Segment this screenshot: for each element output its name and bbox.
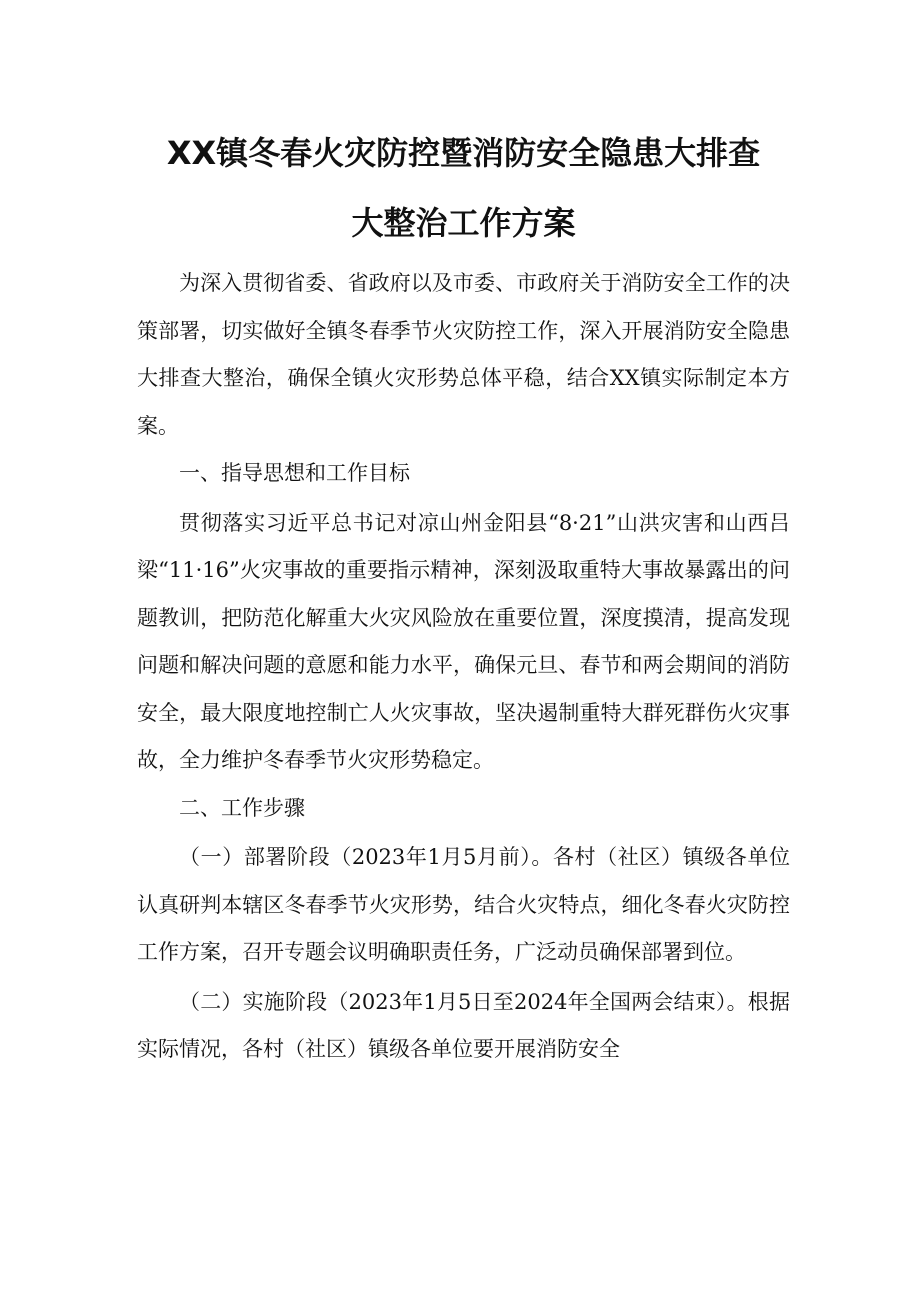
guiding-ideology-paragraph: 贯彻落实习近平总书记对凉山州金阳县“8·21”山洪灾害和山西吕梁“11·16”火灾事故的重要指示精神，深刻汲取重特大事故暴露出的问题教训，把防范化解重大火灾风险放在重要位置，深度摸清，提高发现问题和解决问题的意愿和能力水平，确保元旦、春节和两会期间的消防安全，最大限度地控制亡人火灾事故，坚决遏制重特大群死群伤火灾事故，全力维护冬春季节火灾形势稳定。 (137, 510, 790, 772)
title-line-2: 大整治工作方案 (351, 204, 576, 242)
intro-paragraph: 为深入贯彻省委、省政府以及市委、市政府关于消防安全工作的决策部署，切实做好全镇冬春季节火灾防控工作，深入开展消防安全隐患大排查大整治，确保全镇火灾形势总体平稳，结合XX镇实际制定本方案。 (137, 271, 790, 438)
section-heading-guiding-ideology: 一、指导思想和工作目标 (179, 461, 410, 485)
document-title (137, 118, 790, 258)
step-implementation-paragraph: （二）实施阶段（2023年1月5日至2024年全国两会结束）。根据实际情况，各村（社区）镇级各单位要开展消防安全 (137, 989, 790, 1061)
section-heading-work-steps: 二、工作步骤 (179, 795, 305, 820)
step-deployment-paragraph: （一）部署阶段（2023年1月5月前）。各村（社区）镇级各单位认真研判本辖区冬春季节火灾形势，结合火灾特点，细化冬春火灾防控工作方案，召开专题会议明确职责任务，广泛动员确保部署到位。 (137, 845, 790, 964)
title-line-1: XX镇冬春火灾防控暨消防安全隐患大排查 (166, 134, 761, 172)
document-page (137, 118, 790, 1074)
